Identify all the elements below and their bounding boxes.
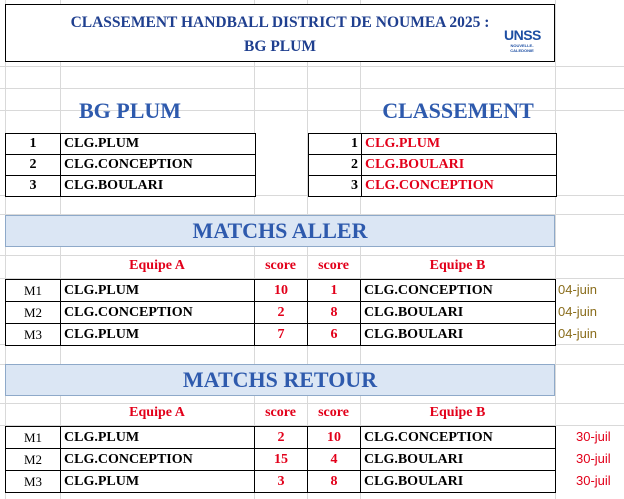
score-a: 2 xyxy=(255,427,308,449)
team-a: CLG.PLUM xyxy=(61,324,255,346)
team-b: CLG.BOULARI xyxy=(361,449,556,471)
table-row xyxy=(6,302,556,324)
table-row xyxy=(309,176,557,197)
team-number: 3 xyxy=(6,176,61,197)
retour-col-score-a: score xyxy=(265,405,296,420)
score-a: 7 xyxy=(255,324,308,346)
aller-date: 04-juin xyxy=(558,304,598,319)
aller-col-score-a: score xyxy=(265,258,296,273)
match-id: M3 xyxy=(6,471,61,493)
table-row xyxy=(309,134,557,155)
score-a: 15 xyxy=(255,449,308,471)
score-b: 8 xyxy=(308,302,361,324)
unss-logo xyxy=(504,27,540,55)
team-a: CLG.PLUM xyxy=(61,427,255,449)
rank-team: CLG.CONCEPTION xyxy=(362,176,557,197)
retour-col-team-b: Equipe B xyxy=(429,405,486,420)
table-row xyxy=(6,427,556,449)
team-b: CLG.CONCEPTION xyxy=(361,427,556,449)
table-row xyxy=(6,155,256,176)
aller-col-score-b: score xyxy=(318,258,349,273)
poule-table xyxy=(5,133,256,197)
score-a: 3 xyxy=(255,471,308,493)
team-name: CLG.BOULARI xyxy=(61,176,256,197)
aller-col-team-a: Equipe A xyxy=(129,258,185,273)
retour-col-score-b: score xyxy=(318,405,349,420)
rank-team: CLG.BOULARI xyxy=(362,155,557,176)
aller-date: 04-juin xyxy=(558,326,598,341)
team-name: CLG.CONCEPTION xyxy=(61,155,256,176)
score-b: 4 xyxy=(308,449,361,471)
team-b: CLG.BOULARI xyxy=(361,471,556,493)
retour-table xyxy=(5,426,556,493)
title-line1: CLASSEMENT HANDBALL DISTRICT DE NOUMEA 2025 : xyxy=(70,14,490,31)
retour-date: 30-juil xyxy=(576,451,611,466)
classement-heading: CLASSEMENT xyxy=(382,98,534,123)
team-b: CLG.BOULARI xyxy=(361,302,556,324)
aller-heading: MATCHS ALLER xyxy=(5,215,555,247)
match-id: M2 xyxy=(6,449,61,471)
retour-date: 30-juil xyxy=(576,429,611,444)
score-a: 2 xyxy=(255,302,308,324)
score-b: 8 xyxy=(308,471,361,493)
team-b: CLG.CONCEPTION xyxy=(361,280,556,302)
rank-number: 3 xyxy=(309,176,362,197)
table-row xyxy=(309,155,557,176)
logo-text: UNSS xyxy=(504,27,541,43)
table-row xyxy=(6,449,556,471)
title-box xyxy=(5,4,555,62)
table-row xyxy=(6,324,556,346)
team-number: 1 xyxy=(6,134,61,155)
score-a: 10 xyxy=(255,280,308,302)
match-id: M1 xyxy=(6,280,61,302)
score-b: 6 xyxy=(308,324,361,346)
table-row xyxy=(6,176,256,197)
rank-number: 2 xyxy=(309,155,362,176)
team-b: CLG.BOULARI xyxy=(361,324,556,346)
table-row xyxy=(6,134,256,155)
match-id: M2 xyxy=(6,302,61,324)
team-a: CLG.PLUM xyxy=(61,280,255,302)
retour-heading: MATCHS RETOUR xyxy=(5,364,555,396)
match-id: M1 xyxy=(6,427,61,449)
table-row xyxy=(6,280,556,302)
team-a: CLG.CONCEPTION xyxy=(61,449,255,471)
aller-date: 04-juin xyxy=(558,282,598,297)
title-line2: BG PLUM xyxy=(244,38,316,55)
team-a: CLG.PLUM xyxy=(61,471,255,493)
rank-number: 1 xyxy=(309,134,362,155)
logo-subtext: NOUVELLE-CALEDONIE xyxy=(510,43,534,53)
match-id: M3 xyxy=(6,324,61,346)
retour-date: 30-juil xyxy=(576,473,611,488)
retour-col-team-a: Equipe A xyxy=(129,405,185,420)
aller-table xyxy=(5,279,556,346)
team-number: 2 xyxy=(6,155,61,176)
table-row xyxy=(6,471,556,493)
team-name: CLG.PLUM xyxy=(61,134,256,155)
poule-heading: BG PLUM xyxy=(78,98,182,123)
team-a: CLG.CONCEPTION xyxy=(61,302,255,324)
score-b: 1 xyxy=(308,280,361,302)
aller-col-team-b: Equipe B xyxy=(429,258,486,273)
rank-team: CLG.PLUM xyxy=(362,134,557,155)
score-b: 10 xyxy=(308,427,361,449)
classement-table xyxy=(308,133,557,197)
